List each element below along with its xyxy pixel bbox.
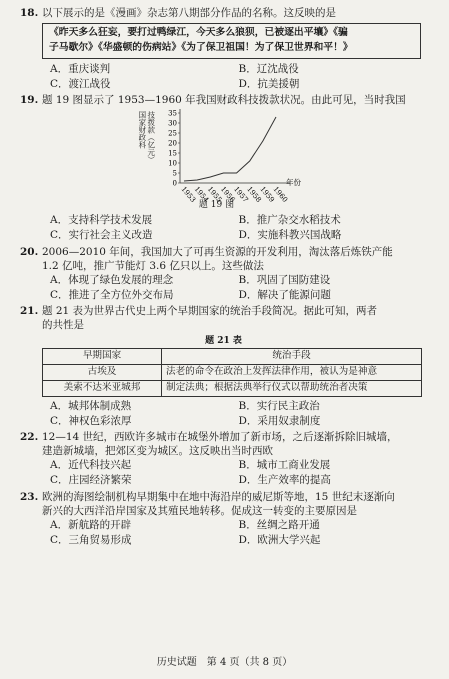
option-a: A．重庆谈判 xyxy=(50,62,111,75)
question-number: 21. xyxy=(20,305,39,318)
table-cell: 美索不达米亚城邦 xyxy=(43,380,162,396)
table-header: 早期国家 xyxy=(43,348,162,364)
x-tick-label: 1955 xyxy=(205,185,224,205)
question-number: 19. xyxy=(20,93,39,106)
quote-line: 子马歇尔》《华盛顿的伤病站》《为了保卫祖国！为了保卫世界和平！》 xyxy=(49,41,353,53)
x-tick-label: 1960 xyxy=(271,185,290,205)
table-header-row xyxy=(43,348,422,364)
options xyxy=(20,213,427,242)
y-tick-label: 10 xyxy=(168,159,177,168)
y-tick-label: 30 xyxy=(168,119,177,128)
question-22 xyxy=(20,430,427,488)
y-tick-label: 5 xyxy=(172,169,177,178)
quote-box xyxy=(42,23,421,58)
option-c: C．推进了全方位外交布局 xyxy=(50,289,174,302)
question-number: 18. xyxy=(20,7,39,19)
option-d: D．实施科教兴国战略 xyxy=(238,229,342,242)
option-d: D．欧洲大学兴起 xyxy=(238,534,321,547)
options xyxy=(20,399,427,428)
question-stem: 题 21 表为世界古代史上两个早期国家的统治手段简况。据此可知，两者 xyxy=(42,305,378,318)
x-tick-label: 1958 xyxy=(245,185,263,205)
question-stem: 的共性是 xyxy=(42,319,84,332)
option-b: B．实行民主政治 xyxy=(238,399,320,412)
quote-line: 《昨天多么狂妄，要打过鸭绿江，今天多么狼狈，已被逐出平壤》《骗 xyxy=(49,27,348,39)
question-18 xyxy=(20,6,427,91)
x-axis-label: 年份 xyxy=(286,178,301,188)
option-c: C．实行社会主义改造 xyxy=(50,229,153,242)
table-row xyxy=(43,364,422,380)
table-cell: 法老的命令在政治上发挥法律作用，被认为是神意 xyxy=(162,364,422,380)
option-c: C．三角贸易形成 xyxy=(50,534,132,547)
y-tick-label: 35 xyxy=(168,109,177,118)
question-stem: 欧洲的海图绘制机构早期集中在地中海沿岸的威尼斯等地，15 世纪末逐渐向 xyxy=(42,490,395,503)
options xyxy=(20,273,427,302)
option-b: B．丝绸之路开通 xyxy=(238,518,320,531)
option-d: D．解决了能源问题 xyxy=(238,289,331,302)
series-line xyxy=(184,117,276,181)
table-header: 统治手段 xyxy=(162,348,422,364)
table-cell: 古埃及 xyxy=(43,364,162,380)
options xyxy=(20,518,427,547)
question-stem: 新兴的大西洋沿岸国家及其殖民地转移。促成这一转变的主要原因是 xyxy=(42,504,357,517)
question-stem: 题 19 图显示了 1953—1960 年我国财政科技拨款状况。由此可见，当时我国 xyxy=(42,93,406,106)
y-tick-label: 25 xyxy=(168,129,177,138)
table-row xyxy=(43,380,422,396)
question-number: 20. xyxy=(20,245,39,258)
y-tick-label: 0 xyxy=(172,179,177,188)
y-axis-label-col1: 国家财政科 xyxy=(137,111,147,149)
option-b: B．巩固了国防建设 xyxy=(238,273,331,286)
option-a: A．新航路的开辟 xyxy=(50,518,132,531)
question-19 xyxy=(20,93,427,243)
options xyxy=(20,458,427,487)
y-tick-label: 20 xyxy=(168,139,177,148)
y-tick-label: 15 xyxy=(168,149,177,158)
option-c: C．庄园经济繁荣 xyxy=(50,474,132,487)
chart-svg xyxy=(138,107,318,205)
page-footer: 历史试题 第 4 页（共 8 页） xyxy=(156,657,293,668)
option-d: D．采用奴隶制度 xyxy=(238,414,321,427)
option-a: A．体现了绿色发展的理念 xyxy=(50,273,174,286)
option-a: A．城邦体制成熟 xyxy=(50,399,132,412)
question-stem: 2006—2010 年间，我国加大了可再生资源的开发利用，淘汰落后炼铁产能 xyxy=(42,245,393,258)
y-axis-label-col2: 技拨款（亿元） xyxy=(146,111,156,164)
option-b: B．推广杂交水稻技术 xyxy=(238,214,341,227)
question-stem: 建造新城墙，把郊区变为城区。这反映出当时西欧 xyxy=(42,445,273,458)
option-c: C．渡江战役 xyxy=(50,77,111,90)
question-number: 23. xyxy=(20,490,39,503)
x-tick-label: 1953 xyxy=(179,185,198,205)
option-a: A．支持科学技术发展 xyxy=(50,214,153,227)
data-table xyxy=(42,348,422,397)
option-b: B．城市工商业发展 xyxy=(238,459,331,472)
option-d: D．抗美援朝 xyxy=(238,77,300,90)
question-stem: 以下展示的是《漫画》杂志第八期部分作品的名称。这反映的是 xyxy=(42,7,336,19)
option-c: C．神权色彩浓厚 xyxy=(50,414,132,427)
question-21 xyxy=(20,304,427,428)
question-stem: 1.2 亿吨，推广节能灯 3.6 亿只以上。这些做法 xyxy=(42,259,264,272)
x-tick-label: 1954 xyxy=(192,185,211,205)
question-23 xyxy=(20,490,427,548)
table-cell: 制定法典；根据法典举行仪式以帮助统治者决策 xyxy=(162,380,422,396)
figure-caption: 题 19 图 xyxy=(198,200,235,211)
option-b: B．辽沈战役 xyxy=(238,62,299,75)
x-tick-label: 1957 xyxy=(232,185,250,205)
options xyxy=(20,62,427,91)
line-chart xyxy=(137,107,318,205)
x-tick-label: 1956 xyxy=(218,185,237,205)
question-stem: 12—14 世纪，西欧许多城市在城堡外增加了新市场，之后逐渐拆除旧城墙， xyxy=(42,430,398,443)
table-caption: 题 21 表 xyxy=(205,335,242,346)
option-a: A．近代科技兴起 xyxy=(50,459,132,472)
question-20 xyxy=(20,245,427,303)
option-d: D．生产效率的提高 xyxy=(238,474,331,487)
x-tick-label: 1959 xyxy=(258,185,276,205)
question-number: 22. xyxy=(20,430,39,443)
